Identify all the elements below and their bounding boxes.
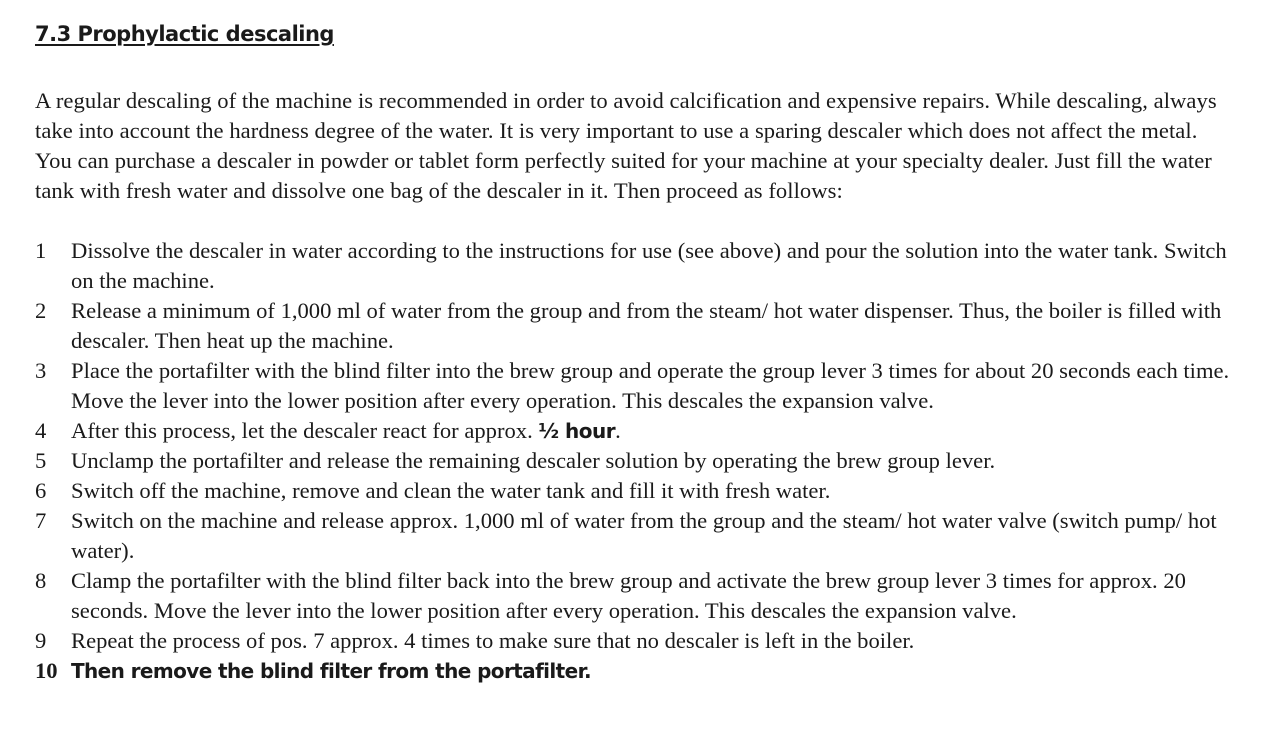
step-number: 5 (35, 448, 47, 473)
step-text: Repeat the process of pos. 7 approx. 4 times to make sure that no descaler is left in the boiler. (71, 628, 915, 653)
list-item (35, 296, 1250, 356)
list-item (35, 506, 1250, 566)
list-item (35, 626, 1250, 656)
list-item (35, 416, 1250, 446)
step-bold-duration: ½ hour (538, 419, 616, 443)
list-item (35, 356, 1250, 416)
step-text: Switch on the machine and release approx. 1,000 ml of water from the group and the steam/ hot water valve (switch pump/ hot water). (71, 508, 1217, 563)
step-number: 2 (35, 298, 47, 323)
step-text-container (71, 416, 1250, 446)
step-text: Release a minimum of 1,000 ml of water from the group and from the steam/ hot water dispenser. Thus, the boiler is filled with descaler. Then heat up the machine. (71, 298, 1222, 353)
document-page (35, 16, 1250, 686)
step-text: Then remove the blind filter from the portafilter. (71, 659, 592, 683)
step-text: Switch off the machine, remove and clean the water tank and fill it with fresh water. (71, 478, 831, 503)
list-item (35, 566, 1250, 626)
step-number: 7 (35, 508, 47, 533)
step-number: 6 (35, 478, 47, 503)
step-text-end: . (615, 418, 621, 443)
list-item (35, 656, 1250, 686)
step-number: 1 (35, 238, 47, 263)
steps-list (35, 236, 1250, 686)
step-number: 9 (35, 628, 47, 653)
intro-paragraph: A regular descaling of the machine is recommended in order to avoid calcification and expensive repairs. While descaling, always take into account the hardness degree of the water. It is very important to use a sparing descaler which does not affect the metal. You can purchase a descaler in powder or tablet form perfectly suited for your machine at your specialty dealer. Just fill the water tank with fresh water and dissolve one bag of the descaler in it. Then proceed as follows: (35, 88, 1217, 203)
list-item (35, 236, 1250, 296)
step-number: 3 (35, 358, 47, 383)
list-item (35, 476, 1250, 506)
step-number: 4 (35, 418, 47, 443)
step-text: After this process, let the descaler react for approx. (71, 418, 539, 443)
list-item (35, 446, 1250, 476)
step-text: Clamp the portafilter with the blind filter back into the brew group and activate the brew group lever 3 times for approx. 20 seconds. Move the lever into the lower position after every operation. This descales the expansion valve. (71, 568, 1186, 623)
step-number: 10 (35, 658, 58, 683)
section-heading: 7.3 Prophylactic descaling (35, 22, 334, 46)
step-number: 8 (35, 568, 47, 593)
step-text: Place the portafilter with the blind filter into the brew group and operate the group lever 3 times for about 20 seconds each time. Move the lever into the lower position after every operation. This descales the expansion valve. (71, 358, 1230, 413)
step-text: Unclamp the portafilter and release the remaining descaler solution by operating the brew group lever. (71, 448, 996, 473)
step-text: Dissolve the descaler in water according to the instructions for use (see above) and pour the solution into the water tank. Switch on the machine. (71, 238, 1227, 293)
